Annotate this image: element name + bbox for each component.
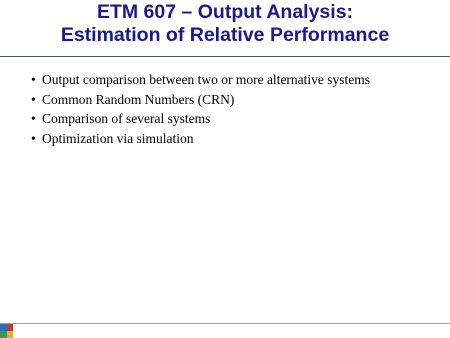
bullet-text: Common Random Numbers (CRN) — [42, 91, 235, 107]
bullet-marker: • — [31, 111, 36, 126]
university-logo-icon — [0, 324, 13, 338]
slide-title-line-1: ETM 607 – Output Analysis: — [96, 1, 354, 23]
bullet-marker: • — [31, 130, 36, 146]
bullet-marker: • — [31, 72, 36, 87]
logo-cell — [7, 324, 14, 331]
bullet-item-output-comparison — [31, 70, 370, 90]
bullet-text: Optimization via simulation — [42, 130, 194, 146]
slide-title — [0, 1, 450, 47]
footer-divider — [0, 323, 450, 324]
bullet-text: Comparison of several systems — [42, 111, 211, 126]
logo-cell — [7, 331, 14, 338]
bullet-list — [31, 70, 370, 148]
title-divider — [0, 56, 450, 57]
bullet-item-crn — [31, 90, 370, 110]
bullet-item-optimization — [31, 129, 370, 149]
bullet-text: Output comparison between two or more alternative systems — [42, 72, 371, 87]
slide-title-line-2: Estimation of Relative Performance — [60, 24, 390, 46]
bullet-marker: • — [31, 91, 36, 107]
bullet-item-several-systems — [31, 109, 370, 129]
